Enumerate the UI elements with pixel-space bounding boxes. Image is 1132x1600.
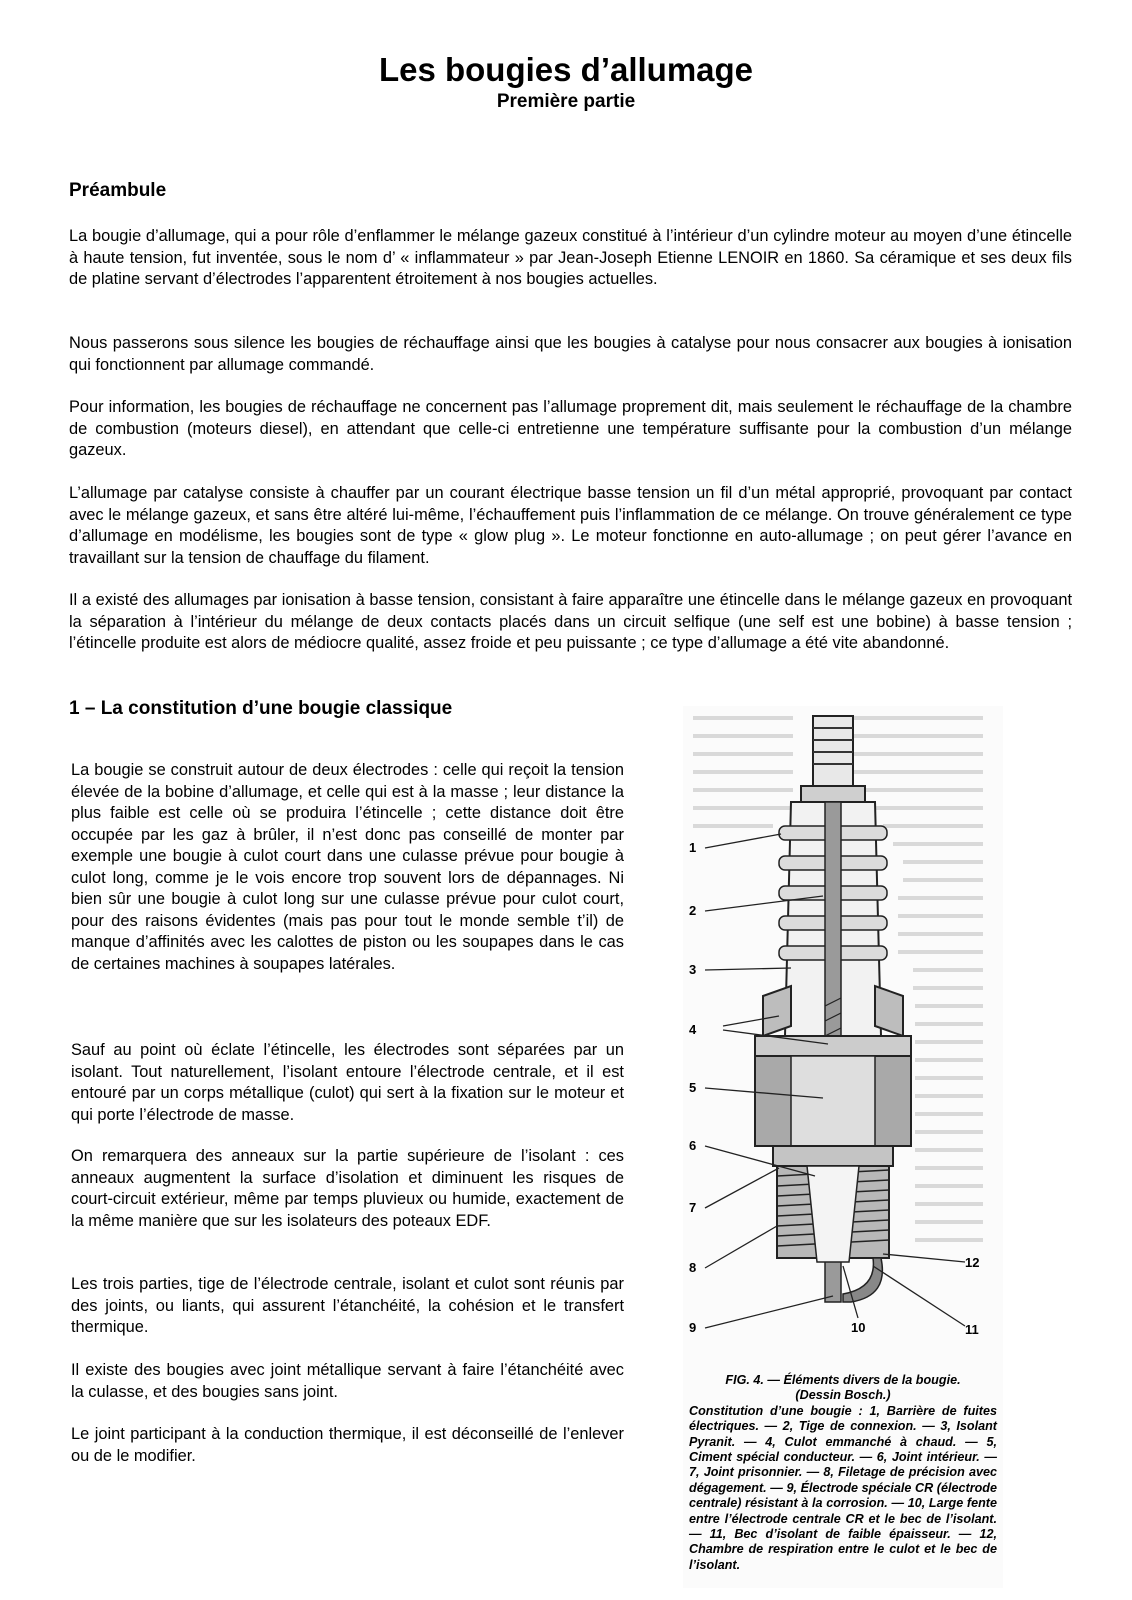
title-block bbox=[0, 50, 1132, 114]
paragraph: La bougie d’allumage, qui a pour rôle d’enflammer le mélange gazeux constitué à l’intérieur d’un cylindre moteur au moyen d’une étincelle à haute tension, fut inventée, sous le nom d’ « inflammateur » par Jean-Joseph Etienne LENOIR en 1860. Sa céramique et ses deux fils de platine servant d’électrodes l’apparentent étroitement à nos bougies actuelles. bbox=[69, 227, 1072, 288]
paragraph: On remarquera des anneaux sur la partie supérieure de l’isolant : ces anneaux augmentent la surface d’isolation et diminuent les risques de court-circuit extérieur, même par temps pluvieux ou humide, exactement de la même manière que sur les isolateurs des poteaux EDF. bbox=[71, 1147, 624, 1230]
callout-3: 3 bbox=[689, 962, 697, 977]
page-title: Les bougies d’allumage bbox=[378, 51, 754, 88]
paragraph: Il a existé des allumages par ionisation à basse tension, consistant à faire apparaître une étincelle dans le mélange gazeux en provoquant la séparation à l’intérieur du mélange de deux contacts placés dans un circuit selfique (une self est une bobine) à basse tension ; l’étincelle produite est alors de médiocre qualité, assez froide et peu puissante ; ce type d’allumage a été vite abandonné. bbox=[69, 591, 1072, 652]
callout-10: 10 bbox=[851, 1320, 866, 1335]
callout-5: 5 bbox=[689, 1080, 697, 1095]
paragraph: Il existe des bougies avec joint métallique servant à faire l’étanchéité avec la culasse, et des bougies sans joint. bbox=[71, 1361, 624, 1401]
paragraph: Pour information, les bougies de réchauffage ne concernent pas l’allumage proprement dit, mais seulement le réchauffage de la chambre de combustion (moteurs diesel), en attendant que celle-ci entretienne une température suffisante pour la combustion d’un mélange gazeux. bbox=[69, 398, 1072, 459]
callout-11: 11 bbox=[965, 1322, 979, 1337]
callout-9: 9 bbox=[689, 1320, 697, 1335]
page-subtitle: Première partie bbox=[496, 91, 636, 112]
callout-6: 6 bbox=[689, 1138, 697, 1153]
heading-preambule: Préambule bbox=[69, 180, 167, 201]
paragraph: Nous passerons sous silence les bougies de réchauffage ainsi que les bougies à catalyse pour nous consacrer aux bougies à ionisation qui fonctionnent par allumage commandé. bbox=[69, 334, 1072, 374]
paragraph: L’allumage par catalyse consiste à chauffer par un courant électrique basse tension un fil d’un métal approprié, provoquant par contact avec le mélange gazeux, et sans être altéré lui-même, l’échauffement puis l’inflammation de ce mélange. On trouve généralement ce type d’allumage en modélisme, les bougies sont de type « glow plug ». Le moteur fonctionne en auto-allumage ; on peut gérer l’avance en travaillant sur la tension de chauffage du filament. bbox=[69, 484, 1072, 567]
callout-1: 1 bbox=[689, 840, 697, 855]
caption-credit: (Dessin Bosch.) bbox=[795, 1388, 891, 1403]
callout-2: 2 bbox=[689, 903, 697, 918]
caption-title: FIG. 4. — Éléments divers de la bougie. bbox=[725, 1373, 961, 1387]
callout-8: 8 bbox=[689, 1260, 697, 1275]
paragraph: La bougie se construit autour de deux électrodes : celle qui reçoit la tension élevée de la bobine d’allumage, et celle qui est à la masse ; leur distance la plus faible est celle où se produira l’étincelle ; cette distance doit être occupée par les gaz à brûler, il n’est donc pas conseillé de monter par exemple une bougie à culot court dans une culasse prévue pour bougie à culot long, comme je le vois encore trop souvent lors de dépannages. Ni bien sûr une bougie à culot long sur une culasse prévue pour culot court, pour des raisons évidentes (mais pas pour tout le monde semble t’il) de manque d’affinités avec les calottes de piston ou les soupapes dans le cas de certaines machines à soupapes latérales. bbox=[71, 761, 624, 973]
callout-7: 7 bbox=[689, 1200, 697, 1215]
paragraph: Sauf au point où éclate l’étincelle, les électrodes sont séparées par un isolant. Tout naturellement, l’isolant entoure l’électrode centrale, et il est entouré par un corps métallique (culot) qui sert à la fixation sur le moteur et qui porte l’électrode de masse. bbox=[71, 1041, 624, 1124]
figure-caption bbox=[689, 1373, 997, 1573]
paragraph: Les trois parties, tige de l’électrode centrale, isolant et culot sont réunis par des joints, ou liants, qui assurent l’étanchéité, la cohésion et le transfert thermique. bbox=[71, 1275, 624, 1336]
callout-12: 12 bbox=[965, 1255, 980, 1270]
caption-body: Constitution d’une bougie : 1, Barrière de fuites électriques. — 2, Tige de connexion. — 3, Isolant Pyranit. — 4, Culot emmanché à chaud. — 5, Ciment spécial conducteur. — 6, Joint intérieur. — 7, Joint prisonnier. — 8, Filetage de précision avec dégagement. — 9, Électrode spéciale CR (électrode centrale) résistant à la corrosion. — 10, Large fente entre l’électrode centrale CR et le bec de l’isolant. — 11, Bec d’isolant de faible épaisseur. — 12, Chambre de respiration entre le culot et le bec de l’isolant. bbox=[689, 1403, 997, 1572]
heading-section-1: 1 – La constitution d’une bougie classique bbox=[69, 698, 453, 719]
paragraph: Le joint participant à la conduction thermique, il est déconseillé de l’enlever ou de le modifier. bbox=[71, 1425, 624, 1465]
callout-4: 4 bbox=[689, 1022, 697, 1037]
